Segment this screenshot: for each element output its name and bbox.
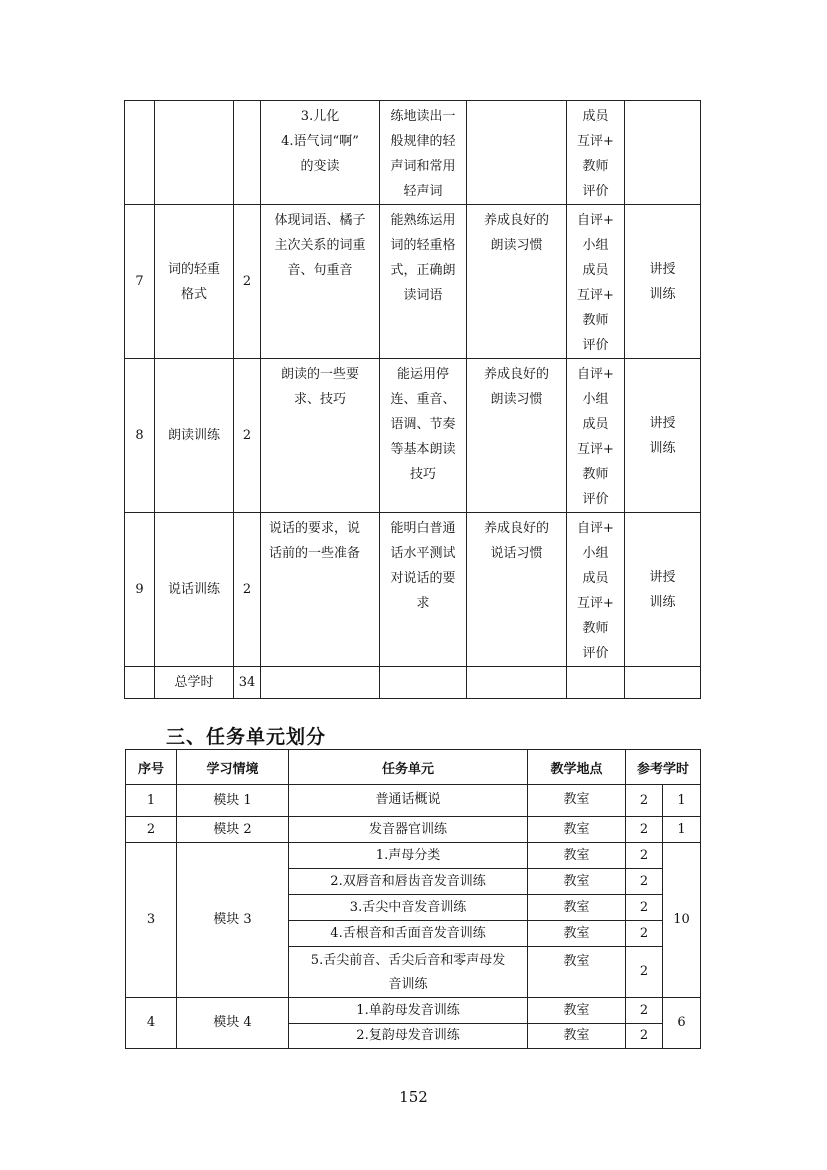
unit-place: 教室	[528, 869, 626, 895]
row-no: 1	[126, 785, 177, 817]
module-total: 6	[663, 998, 701, 1049]
row-no: 8	[125, 359, 155, 513]
row-hours: 2	[234, 359, 261, 513]
row-ability: 能明白普通 话水平测试 对说话的要 求	[380, 513, 467, 667]
total-label: 总学时	[155, 667, 234, 699]
unit-name: 发音器官训练	[289, 817, 528, 843]
row-eval: 自评+ 小组 成员 互评+ 教师 评价	[567, 359, 625, 513]
unit-hours: 2	[626, 947, 663, 998]
row-no: 4	[126, 998, 177, 1049]
row-no: 3	[126, 843, 177, 998]
row-content: 体现词语、橘子 主次关系的词重 音、句重音	[261, 205, 380, 359]
unit-hours: 2	[626, 869, 663, 895]
unit-place: 教室	[528, 817, 626, 843]
module-total: 1	[663, 785, 701, 817]
unit-name: 1.单韵母发音训练	[289, 998, 528, 1024]
header-place: 教学地点	[528, 750, 626, 785]
row-topic: 说话训练	[155, 513, 234, 667]
unit-place: 教室	[528, 1024, 626, 1049]
row-no: 9	[125, 513, 155, 667]
row-hours: 2	[234, 205, 261, 359]
unit-name: 2.复韵母发音训练	[289, 1024, 528, 1049]
unit-hours: 2	[626, 785, 663, 817]
unit-place: 教室	[528, 895, 626, 921]
total-hours: 34	[234, 667, 261, 699]
total-row	[125, 667, 701, 699]
table-row	[125, 513, 701, 667]
module-total: 1	[663, 817, 701, 843]
row-no	[125, 101, 155, 205]
table-row	[126, 817, 701, 843]
row-quality	[467, 101, 567, 205]
row-method	[625, 101, 701, 205]
table-row	[125, 359, 701, 513]
section-heading: 三、任务单元划分	[166, 726, 327, 748]
table-row	[126, 998, 701, 1024]
unit-place: 教室	[528, 921, 626, 947]
row-eval: 自评+ 小组 成员 互评+ 教师 评价	[567, 513, 625, 667]
row-content: 说话的要求，说 话前的一些准备	[261, 513, 380, 667]
unit-hours: 2	[626, 1024, 663, 1049]
row-method: 讲授 训练	[625, 205, 701, 359]
row-eval: 自评+ 小组 成员 互评+ 教师 评价	[567, 205, 625, 359]
unit-hours: 2	[626, 921, 663, 947]
row-ability: 练地读出一 般规律的轻 声词和常用 轻声词	[380, 101, 467, 205]
unit-name: 4.舌根音和舌面音发音训练	[289, 921, 528, 947]
row-hours: 2	[234, 513, 261, 667]
unit-hours: 2	[626, 895, 663, 921]
row-content: 朗读的一些要 求、技巧	[261, 359, 380, 513]
page-number: 152	[399, 1088, 428, 1106]
unit-hours: 2	[626, 998, 663, 1024]
row-quality: 养成良好的 说话习惯	[467, 513, 567, 667]
unit-name: 1.声母分类	[289, 843, 528, 869]
header-no: 序号	[126, 750, 177, 785]
unit-hours: 2	[626, 817, 663, 843]
row-ability: 能运用停 连、重音、 语调、节奏 等基本朗读 技巧	[380, 359, 467, 513]
row-content: 3.儿化 4.语气词“啊” 的变读	[261, 101, 380, 205]
unit-place: 教室	[528, 785, 626, 817]
row-topic: 词的轻重 格式	[155, 205, 234, 359]
row-method: 讲授 训练	[625, 513, 701, 667]
header-hours: 参考学时	[626, 750, 701, 785]
row-hours	[234, 101, 261, 205]
row-module: 模块 3	[177, 843, 289, 998]
unit-name: 5.舌尖前音、舌尖后音和零声母发音训练	[289, 947, 528, 998]
unit-name: 2.双唇音和唇齿音发音训练	[289, 869, 528, 895]
unit-place: 教室	[528, 998, 626, 1024]
row-quality: 养成良好的 朗读习惯	[467, 359, 567, 513]
module-total: 10	[663, 843, 701, 998]
unit-name: 3.舌尖中音发音训练	[289, 895, 528, 921]
row-method: 讲授 训练	[625, 359, 701, 513]
table-row	[126, 843, 701, 869]
course-schedule-table	[124, 100, 701, 699]
unit-place: 教室	[528, 843, 626, 869]
header-situation: 学习情境	[177, 750, 289, 785]
header-row	[126, 750, 701, 785]
unit-name: 普通话概说	[289, 785, 528, 817]
row-eval: 成员 互评+ 教师 评价	[567, 101, 625, 205]
header-unit: 任务单元	[289, 750, 528, 785]
table-row	[126, 785, 701, 817]
task-unit-table	[125, 749, 701, 1049]
table-row	[125, 101, 701, 205]
row-no: 7	[125, 205, 155, 359]
unit-hours: 2	[626, 843, 663, 869]
row-no: 2	[126, 817, 177, 843]
row-ability: 能熟练运用 词的轻重格 式，正确朗 读词语	[380, 205, 467, 359]
table-row	[125, 205, 701, 359]
row-module: 模块 1	[177, 785, 289, 817]
row-module: 模块 4	[177, 998, 289, 1049]
unit-place: 教室	[528, 947, 626, 998]
row-topic: 朗读训练	[155, 359, 234, 513]
row-module: 模块 2	[177, 817, 289, 843]
row-quality: 养成良好的 朗读习惯	[467, 205, 567, 359]
row-topic	[155, 101, 234, 205]
